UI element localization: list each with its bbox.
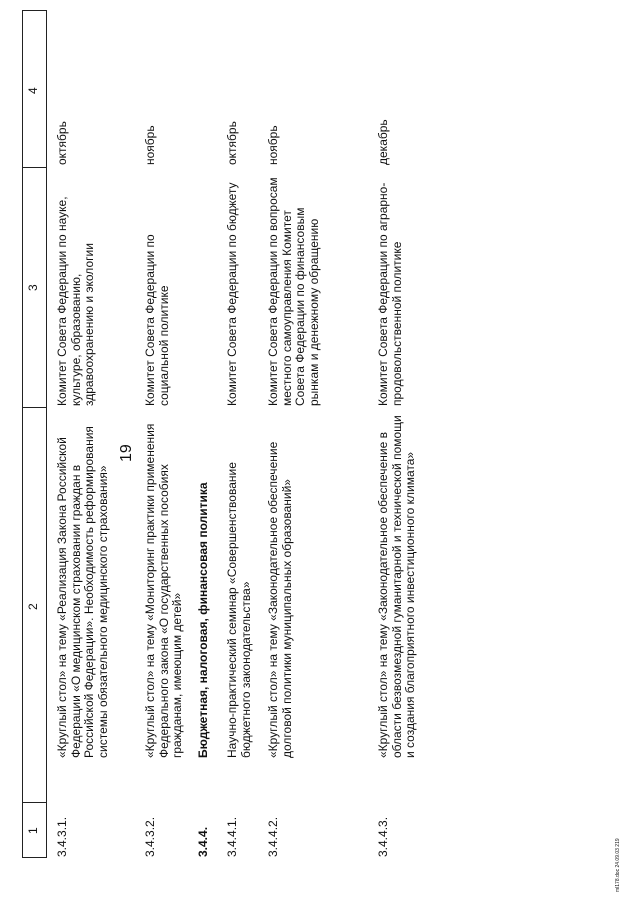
date-text: октябрь <box>55 121 69 165</box>
responsible-text: Комитет Совета Федерации по вопросам местного самоуправления Комитет Совета Федерации по финансовым рынкам и денежному обращению <box>266 177 321 406</box>
page-number: 19 <box>118 444 135 462</box>
date-text: ноябрь <box>266 125 280 165</box>
row-number: 3.4.4.2. <box>266 816 280 857</box>
column-number-2: 2 <box>26 603 40 610</box>
responsible-text: Комитет Совета Федерации по аграрно-продовольственной политике <box>376 182 404 406</box>
event-text: «Круглый стол» на тему «Законодательное обеспечение долговой политики муниципальных образований» <box>266 441 294 758</box>
event-text: Научно-практический семинар «Совершенствование бюджетного законодательства» <box>225 462 253 758</box>
row-number: 3.4.4.1. <box>225 816 239 857</box>
event-text: «Круглый стол» на тему «Реализация Закона Российской Федерации «О медицинском страховании граждан в Российской Федерации». Необходимость реформирования системы обязательного медицинского страхования» <box>55 426 110 758</box>
column-number-4: 4 <box>26 87 40 94</box>
responsible-text: Комитет Совета Федерации по социальной политике <box>143 234 171 406</box>
column-number-1: 1 <box>26 827 40 834</box>
footer-file-info: ml178.doc 24.09.03 219 <box>615 838 621 892</box>
event-text: «Круглый стол» на тему «Мониторинг практики применения Федерального закона «О государственных пособиях гражданам, имеющим детей» <box>143 423 184 758</box>
header-divider-1 <box>22 802 47 803</box>
row-number: 3.4.4.3. <box>376 816 390 857</box>
responsible-text: Комитет Совета Федерации по науке, культуре, образованию, здравоохранению и экологии <box>55 196 96 406</box>
section-title: Бюджетная, налоговая, финансовая политика <box>196 482 210 758</box>
section-number: 3.4.4. <box>196 826 210 857</box>
header-bottom-border <box>46 10 47 858</box>
header-left-border <box>22 857 47 858</box>
table-top-border <box>22 10 23 858</box>
row-number: 3.4.3.2. <box>143 816 157 857</box>
date-text: октябрь <box>225 121 239 165</box>
event-text: «Круглый стол» на тему «Законодательное обеспечение в области безвозмездной гуманитарной и технической помощи и создания благоприятного инвестиционного климата» <box>376 415 417 758</box>
header-divider-2 <box>22 407 47 408</box>
responsible-text: Комитет Совета Федерации по бюджету <box>225 182 239 406</box>
date-text: декабрь <box>376 119 390 165</box>
header-divider-3 <box>22 167 47 168</box>
date-text: ноябрь <box>143 125 157 165</box>
column-number-3: 3 <box>26 284 40 291</box>
header-right-border <box>22 10 47 11</box>
row-number: 3.4.3.1. <box>55 816 69 857</box>
